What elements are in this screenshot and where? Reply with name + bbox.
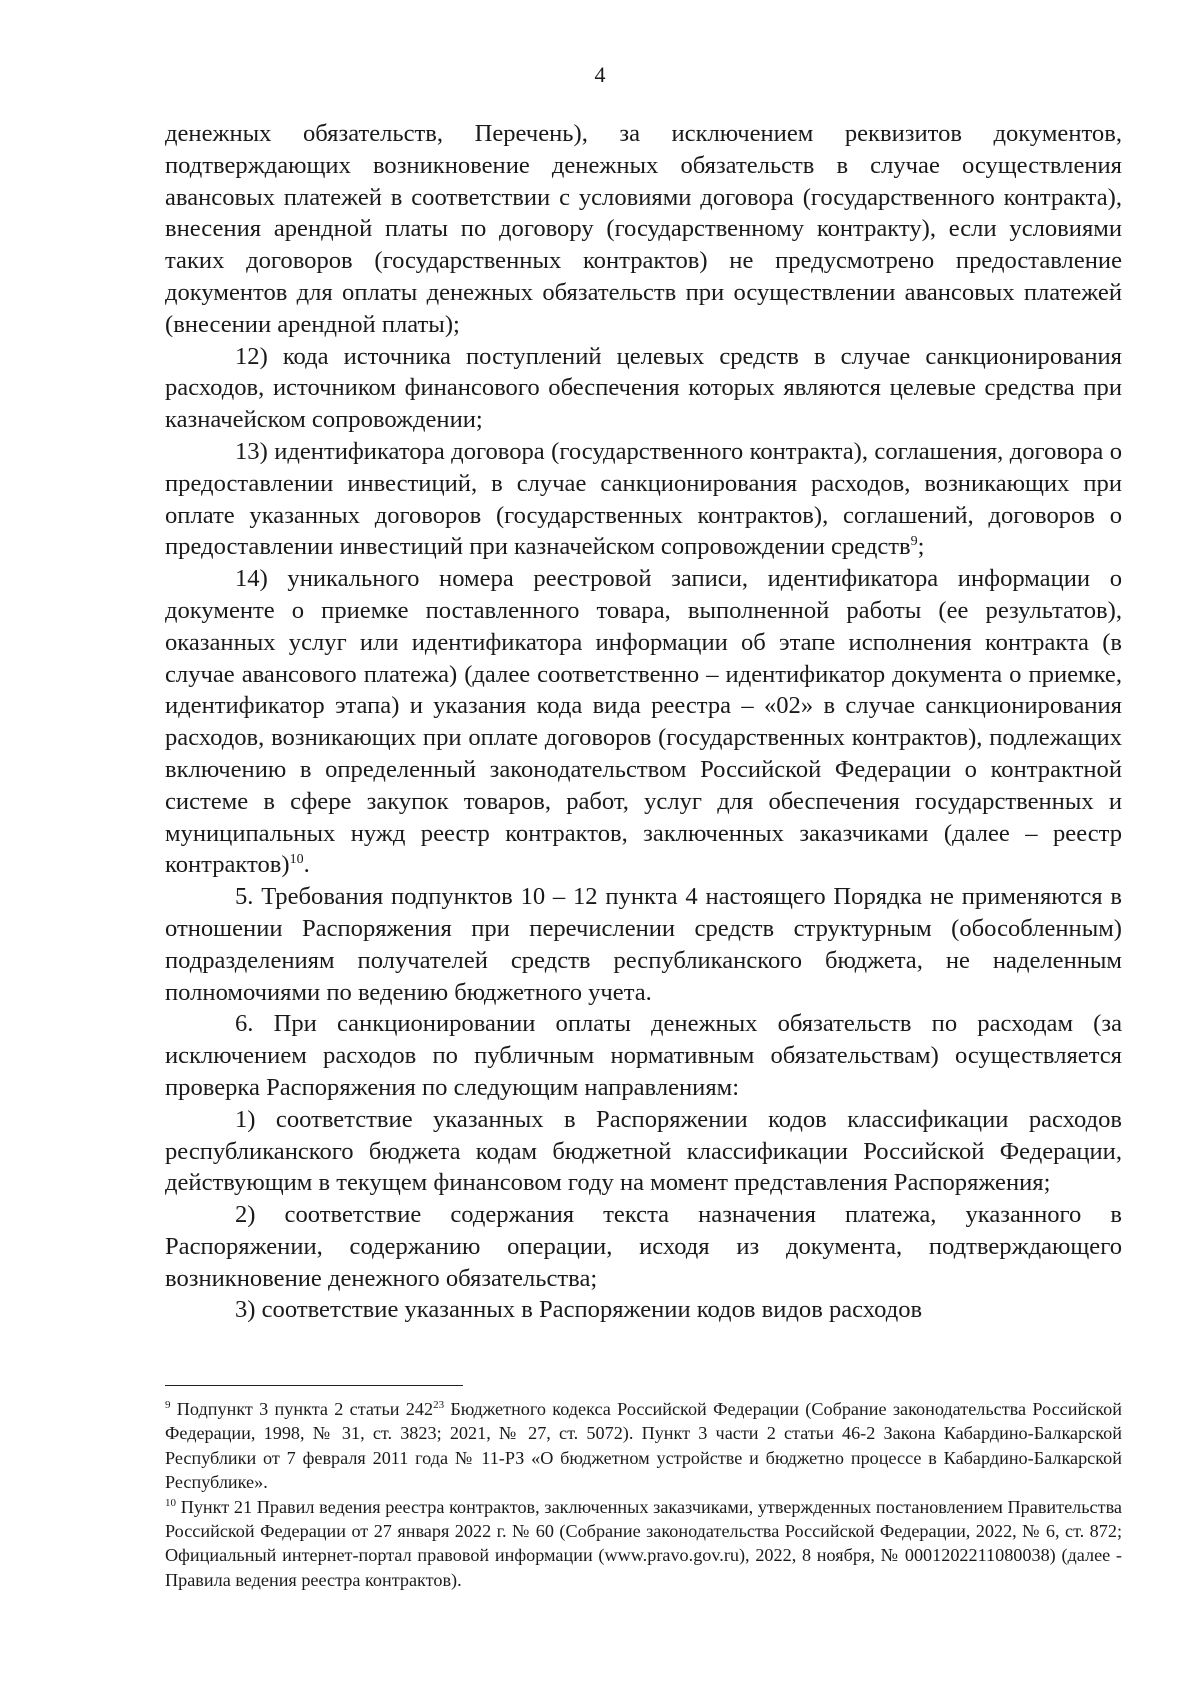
paragraph-section-6	[165, 1008, 1122, 1103]
footnotes	[165, 1397, 1122, 1592]
paragraph-section-5	[165, 881, 1122, 1008]
article-superscript: 23	[433, 1398, 445, 1411]
paragraph-text: 6. При санкционировании оплаты денежных обязательств по расходам (за исключением расходов по публичным нормативным обязательствам) осуществляется проверка Распоряжения по следующим направлениям:	[165, 1010, 1122, 1101]
paragraph-tail: .	[303, 851, 310, 879]
paragraph-text: 13) идентификатора договора (государственного контракта), соглашения, договора о предоставлении инвестиций, в случае санкционирования расходов, возникающих при оплате указанных договоров (государственных контрактов), соглашений, договоров о предоставлении инвестиций при казначейском сопровождении средств	[165, 437, 1122, 561]
paragraph-text: 12) кода источника поступлений целевых средств в случае санкционирования расходов, источником финансового обеспечения которых являются целевые средства при казначейском сопровождении;	[165, 342, 1122, 434]
paragraph-text: 2) соответствие содержания текста назначения платежа, указанного в Распоряжении, содержанию операции, исходя из документа, подтверждающего возникновение денежного обязательства;	[165, 1201, 1122, 1292]
page-number: 4	[594, 62, 606, 87]
footnote-ref-10: 10	[289, 852, 304, 868]
paragraph-text: 5. Требования подпунктов 10 – 12 пункта 4 настоящего Порядка не применяются в отношении Распоряжения при перечислении средств структурным (обособленным) подразделениям получателей средств республиканского бюджета, не наделенным полномочиями по ведению бюджетного учета.	[165, 883, 1122, 1006]
paragraph-check-2	[165, 1199, 1122, 1294]
paragraph-item-14	[165, 563, 1122, 881]
paragraph-item-12	[165, 341, 1122, 436]
footnote-separator	[165, 1385, 463, 1386]
footnote-mark: 10	[165, 1496, 176, 1509]
footnote-10	[165, 1495, 1122, 1593]
paragraph-item-13	[165, 436, 1122, 563]
footnote-text: Подпункт 3 пункта 2 статьи 242	[170, 1399, 434, 1419]
paragraph-continuation	[165, 118, 1122, 341]
main-text	[165, 118, 1122, 1326]
paragraph-text: 1) соответствие указанных в Распоряжении кодов классификации расходов республиканского бюджета кодам бюджетной классификации Российской Федерации, действующим в текущем финансовом году на момент представления Распоряжения;	[165, 1105, 1122, 1197]
footnote-mark: 9	[165, 1398, 171, 1411]
paragraph-check-3	[165, 1294, 1122, 1326]
footnote-text: Пункт 21 Правил ведения реестра контрактов, заключенных заказчиками, утвержденных постановлением Правительства Российской Федерации от 27 января 2022 г. № 60 (Собрание законодательства Российской Федерации, 2022, № 6, ст. 872; Официальный интернет-портал правовой информации (www.pravo.gov.ru), 2022, 8 ноября, № 0001202211080038) (далее - Правила ведения реестра контрактов).	[165, 1496, 1122, 1590]
footnote-text: Бюджетного кодекса Российской Федерации (Собрание законодательства Российской Федерации, 1998, № 31, ст. 3823; 2021, № 27, ст. 5072). Пункт 3 части 2 статьи 46-2 Закона Кабардино-Балкарской Республики от 7 февраля 2011 года № 11-РЗ «О бюджетном устройстве и бюджетно процессе в Кабардино-Балкарской Республике».	[165, 1399, 1123, 1493]
paragraph-tail: ;	[917, 533, 925, 561]
paragraph-text: 14) уникального номера реестровой записи, идентификатора информации о документе о приемке поставленного товара, выполненной работы (ее результатов), оказанных услуг или идентификатора информации об этапе исполнения контракта (в случае авансового платежа) (далее соответственно – идентификатор документа о приемке, идентификатор этапа) и указания кода вида реестра – «02» в случае санкционирования расходов, возникающих при оплате договоров (государственных контрактов), подлежащих включению в определенный законодательством Российской Федерации о контрактной системе в сфере закупок товаров, работ, услуг для обеспечения государственных и муниципальных нужд реестр контрактов, заключенных заказчиками (далее – реестр контрактов)	[165, 565, 1122, 879]
paragraph-check-1	[165, 1104, 1122, 1199]
footnote-ref-9: 9	[910, 534, 918, 550]
paragraph-text: 3) соответствие указанных в Распоряжении кодов видов расходов	[235, 1296, 923, 1324]
paragraph-text: денежных обязательств, Перечень), за исключением реквизитов документов, подтверждающих возникновение денежных обязательств в случае осуществления авансовых платежей в соответствии с условиями договора (государственного контракта), внесения арендной платы по договору (государственному контракту), если условиями таких договоров (государственных контрактов) не предусмотрено предоставление документов для оплаты денежных обязательств при осуществлении авансовых платежей (внесении арендной платы);	[165, 120, 1122, 338]
footnote-9	[165, 1397, 1122, 1495]
